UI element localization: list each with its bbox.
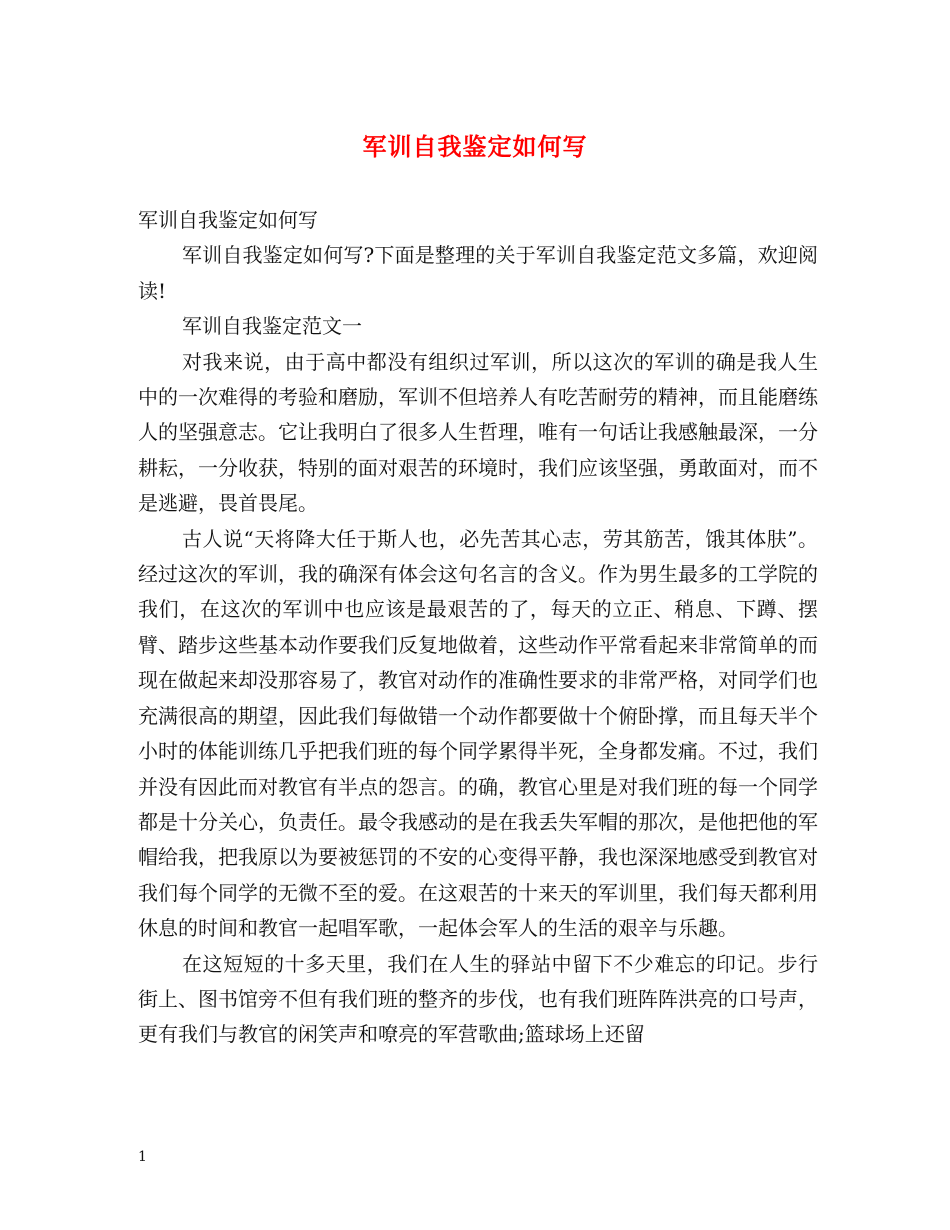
- body-paragraph: 古人说“天将降大任于斯人也，必先苦其心志，劳其筋苦，饿其体肤”。经过这次的军训，我的确深有体会这句名言的含义。作为男生最多的工学院的我们，在这次的军训中也应该是最艰苦的了，每天的立正、稍息、下蹲、摆臂、踏步这些基本动作要我们反复地做着，这些动作平常看起来非常简单的而现在做起来却没那容易了，教官对动作的准确性要求的非常严格，对同学们也充满很高的期望，因此我们每做错一个动作都要做十个俯卧撑，而且每天半个小时的体能训练几乎把我们班的每个同学累得半死，全身都发痛。不过，我们并没有因此而对教官有半点的怨言。的确，教官心里是对我们班的每一个同学都是十分关心，负责任。最令我感动的是在我丢失军帽的那次，是他把他的军帽给我，把我原以为要被惩罚的不安的心变得平静，我也深深地感受到教官对我们每个同学的无微不至的爱。在这艰苦的十来天的军训里，我们每天都利用休息的时间和教官一起唱军歌，一起体会军人的生活的艰辛与乐趣。: [138, 526, 818, 941]
- document-heading: 军训自我鉴定如何写: [138, 208, 318, 232]
- document-body: [138, 203, 818, 1053]
- body-paragraph: 在这短短的十多天里，我们在人生的驿站中留下不少难忘的印记。步行街上、图书馆旁不但有我们班的整齐的步伐，也有我们班阵阵洪亮的口号声，更有我们与教官的闲笑声和嘹亮的军营歌曲;篮球场上还留: [138, 951, 818, 1047]
- section-heading: 军训自我鉴定范文一: [182, 314, 362, 339]
- intro-paragraph: 军训自我鉴定如何写?下面是整理的关于军训自我鉴定范文多篇，欢迎阅读!: [138, 243, 818, 303]
- page-number: 1: [138, 1149, 147, 1165]
- body-paragraph: 对我来说，由于高中都没有组织过军训，所以这次的军训的确是我人生中的一次难得的考验和磨励，军训不但培养人有吃苦耐劳的精神，而且能磨练人的坚强意志。它让我明白了很多人生哲理，唯有一句话让我感触最深，一分耕耘，一分收获，特别的面对艰苦的环境时，我们应该坚强，勇敢面对，而不是逃避，畏首畏尾。: [138, 349, 818, 516]
- document-title: 军训自我鉴定如何写: [362, 132, 588, 161]
